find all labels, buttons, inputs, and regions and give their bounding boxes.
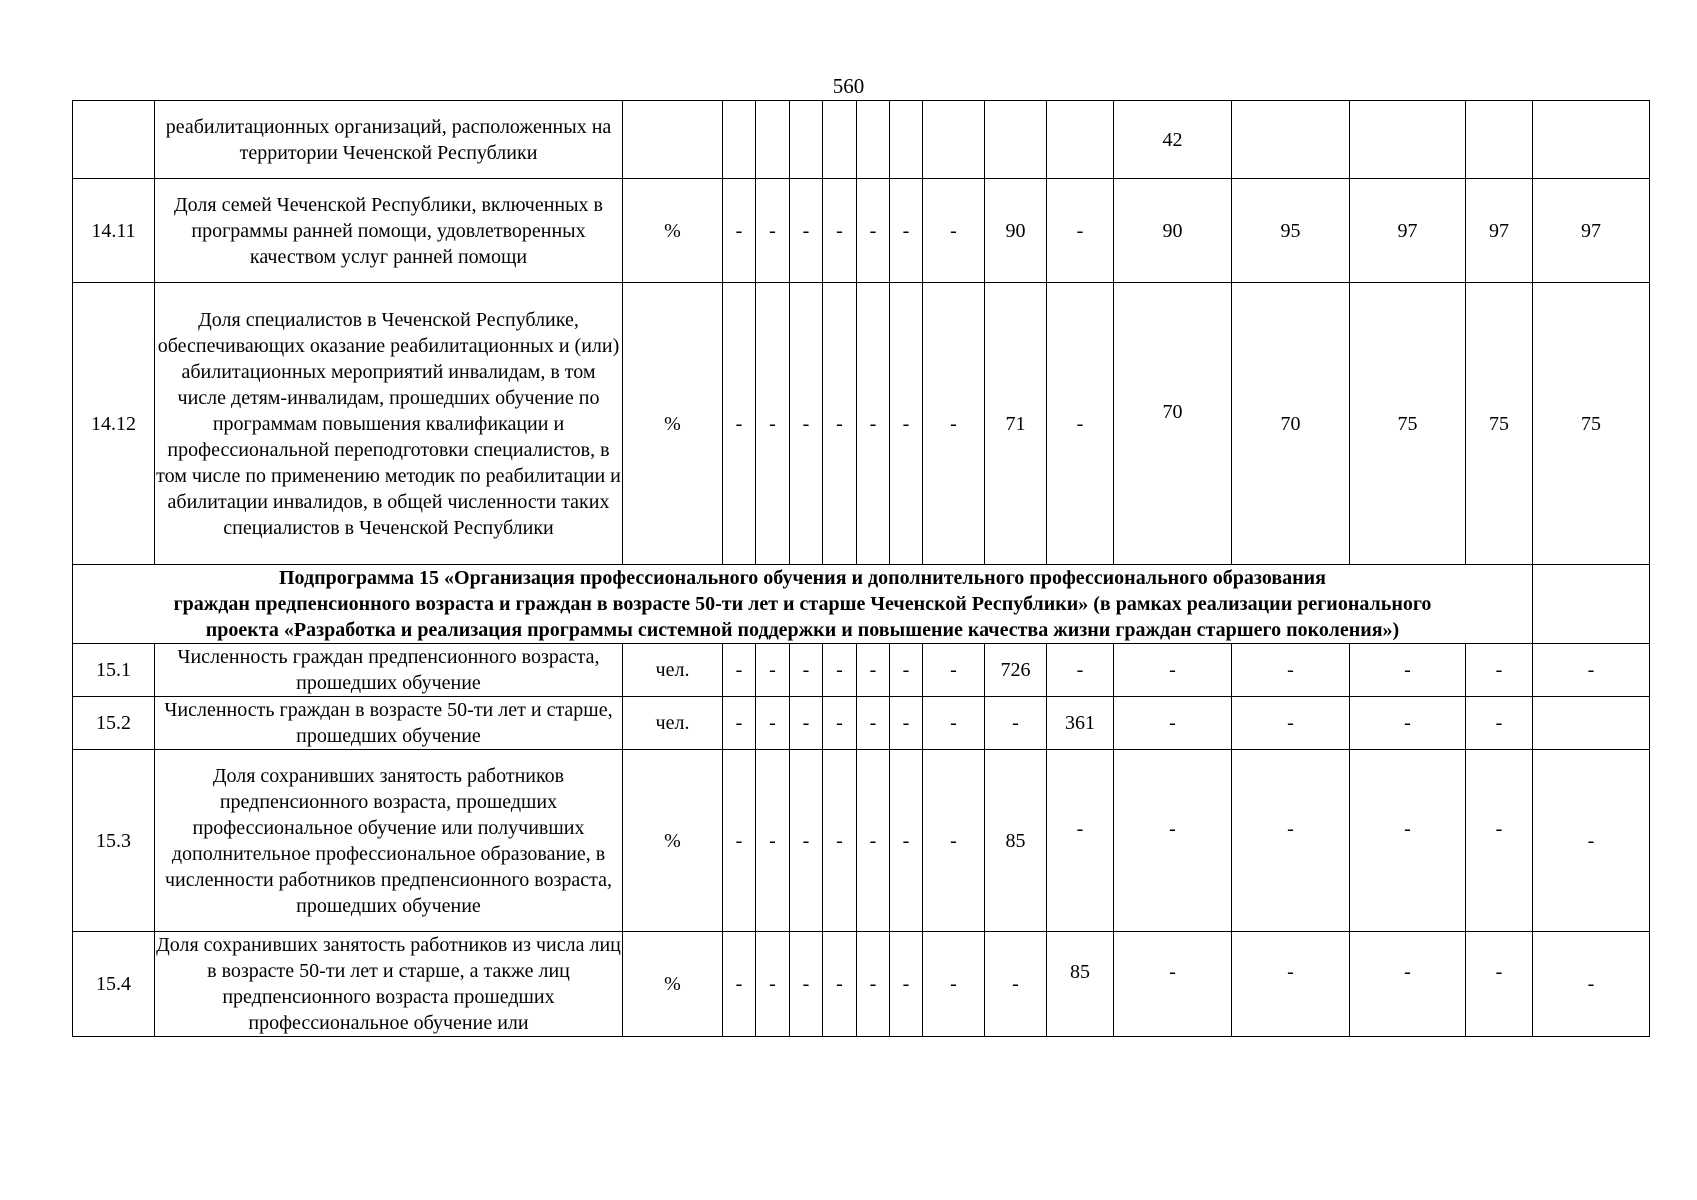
value-cell: -: [1114, 644, 1232, 697]
value-cell: -: [756, 750, 790, 932]
row-code: 15.3: [73, 750, 155, 932]
value-cell: -: [1047, 179, 1114, 283]
value-cell: -: [1533, 932, 1650, 1037]
value-cell: -: [723, 283, 756, 565]
subprogram-heading-line: граждан предпенсионного возраста и граждан в возрасте 50-ти лет и старше Чеченской Республики» (в рамках реализации регионального: [173, 593, 1432, 615]
value-cell: 85: [1047, 932, 1114, 1037]
value-cell: [756, 101, 790, 179]
value-cell: 95: [1232, 179, 1350, 283]
row-code: 15.2: [73, 697, 155, 750]
value-cell: [823, 101, 857, 179]
value-cell: -: [1047, 644, 1114, 697]
value-cell: -: [890, 750, 923, 932]
row-unit: %: [623, 932, 723, 1037]
value-cell: 361: [1047, 697, 1114, 750]
page-number: 560: [832, 74, 865, 98]
row-code: 15.4: [73, 932, 155, 1037]
value-cell: -: [1114, 697, 1232, 750]
value-cell: [1533, 697, 1650, 750]
value-cell: -: [1047, 750, 1114, 932]
value-cell: -: [1232, 750, 1350, 932]
value-cell: -: [857, 932, 890, 1037]
value-cell: -: [823, 750, 857, 932]
value-cell: -: [790, 932, 823, 1037]
value-cell: [857, 101, 890, 179]
table-row: [73, 101, 1650, 179]
value-cell: -: [1047, 283, 1114, 565]
value-cell: -: [890, 644, 923, 697]
row-description: Доля сохранивших занятость работников предпенсионного возраста, прошедших профессиональное обучение или получивших дополнительное профессиональное образование, в численности работников предпенсионного возраста, прошедших обучение: [155, 750, 623, 932]
value-cell: [1232, 101, 1350, 179]
value-cell: -: [756, 932, 790, 1037]
value-cell: 42: [1114, 101, 1232, 179]
value-cell: [1466, 101, 1533, 179]
value-cell: -: [857, 644, 890, 697]
value-cell: [1533, 565, 1650, 644]
value-cell: -: [723, 750, 756, 932]
value-cell: -: [790, 750, 823, 932]
value-cell: -: [923, 179, 985, 283]
value-cell: -: [756, 697, 790, 750]
value-cell: -: [1466, 644, 1533, 697]
value-cell: -: [756, 644, 790, 697]
value-cell: -: [1350, 750, 1466, 932]
value-cell: -: [857, 750, 890, 932]
row-code: 14.12: [73, 283, 155, 565]
value-cell: -: [923, 644, 985, 697]
indicator-table: [72, 100, 1650, 1037]
value-cell: -: [985, 697, 1047, 750]
value-cell: -: [1533, 750, 1650, 932]
value-cell: 71: [985, 283, 1047, 565]
value-cell: 90: [1114, 179, 1232, 283]
value-cell: [1350, 101, 1466, 179]
row-unit: %: [623, 179, 723, 283]
value-cell: -: [723, 932, 756, 1037]
value-cell: -: [890, 932, 923, 1037]
value-cell: -: [890, 283, 923, 565]
value-cell: -: [857, 179, 890, 283]
table-row: [73, 697, 1650, 750]
value-cell: [790, 101, 823, 179]
subprogram-heading: [73, 565, 1533, 644]
value-cell: -: [1350, 697, 1466, 750]
row-description: Доля сохранивших занятость работников из числа лиц в возрасте 50-ти лет и старше, а также лиц предпенсионного возраста прошедших профессиональное обучение или: [155, 932, 623, 1037]
value-cell: -: [723, 697, 756, 750]
value-cell: -: [823, 644, 857, 697]
row-description: Численность граждан в возрасте 50-ти лет и старше, прошедших обучение: [155, 697, 623, 750]
row-description: Численность граждан предпенсионного возраста, прошедших обучение: [155, 644, 623, 697]
value-cell: -: [1114, 750, 1232, 932]
subprogram-heading-line: проекта «Разработка и реализация программы системной поддержки и повышение качества жизни граждан старшего поколения»): [205, 619, 1400, 641]
value-cell: -: [985, 932, 1047, 1037]
value-cell: 75: [1533, 283, 1650, 565]
row-description: Доля специалистов в Чеченской Республике, обеспечивающих оказание реабилитационных и (или) абилитационных мероприятий инвалидам, в том числе детям-инвалидам, прошедших обучение по программам повышения квалификации и профессиональной переподготовки специалистов, в том числе по применению методик по реабилитации и абилитации инвалидов, в общей численности таких специалистов в Чеченской Республики: [155, 283, 623, 565]
value-cell: -: [756, 283, 790, 565]
value-cell: -: [790, 697, 823, 750]
value-cell: -: [823, 697, 857, 750]
row-code: [73, 101, 155, 179]
row-code: 15.1: [73, 644, 155, 697]
table-row: [73, 644, 1650, 697]
value-cell: -: [1350, 932, 1466, 1037]
value-cell: -: [823, 932, 857, 1037]
value-cell: -: [1232, 697, 1350, 750]
value-cell: -: [823, 283, 857, 565]
value-cell: -: [857, 283, 890, 565]
table-row: [73, 932, 1650, 1037]
value-cell: 75: [1466, 283, 1533, 565]
value-cell: -: [756, 179, 790, 283]
value-cell: -: [923, 283, 985, 565]
value-cell: -: [1533, 644, 1650, 697]
value-cell: -: [790, 644, 823, 697]
value-cell: -: [790, 283, 823, 565]
row-code: 14.11: [73, 179, 155, 283]
value-cell: -: [923, 750, 985, 932]
value-cell: 70: [1114, 283, 1232, 565]
value-cell: [1533, 101, 1650, 179]
row-unit: %: [623, 283, 723, 565]
value-cell: -: [823, 179, 857, 283]
row-unit: [623, 101, 723, 179]
value-cell: [985, 101, 1047, 179]
row-unit: %: [623, 750, 723, 932]
value-cell: 97: [1350, 179, 1466, 283]
table-row: [73, 179, 1650, 283]
value-cell: -: [1466, 932, 1533, 1037]
value-cell: -: [1350, 644, 1466, 697]
row-unit: чел.: [623, 644, 723, 697]
value-cell: -: [1232, 932, 1350, 1037]
value-cell: -: [723, 644, 756, 697]
value-cell: -: [1114, 932, 1232, 1037]
value-cell: -: [723, 179, 756, 283]
value-cell: -: [890, 179, 923, 283]
value-cell: -: [923, 932, 985, 1037]
value-cell: 85: [985, 750, 1047, 932]
value-cell: [923, 101, 985, 179]
value-cell: -: [857, 697, 890, 750]
row-description: реабилитационных организаций, расположенных на территории Чеченской Республики: [155, 101, 623, 179]
value-cell: [1047, 101, 1114, 179]
value-cell: [890, 101, 923, 179]
value-cell: [723, 101, 756, 179]
table-row: [73, 283, 1650, 565]
value-cell: -: [923, 697, 985, 750]
row-unit: чел.: [623, 697, 723, 750]
subprogram-heading-line: Подпрограмма 15 «Организация профессионального обучения и дополнительного профессионального образования: [279, 567, 1326, 589]
value-cell: 75: [1350, 283, 1466, 565]
section-row: [73, 565, 1650, 644]
row-description: Доля семей Чеченской Республики, включенных в программы ранней помощи, удовлетворенных качеством услуг ранней помощи: [155, 179, 623, 283]
value-cell: 97: [1533, 179, 1650, 283]
value-cell: 726: [985, 644, 1047, 697]
value-cell: 97: [1466, 179, 1533, 283]
value-cell: -: [890, 697, 923, 750]
value-cell: -: [1466, 750, 1533, 932]
value-cell: -: [1232, 644, 1350, 697]
table-row: [73, 750, 1650, 932]
value-cell: 90: [985, 179, 1047, 283]
value-cell: -: [790, 179, 823, 283]
value-cell: -: [1466, 697, 1533, 750]
value-cell: 70: [1232, 283, 1350, 565]
